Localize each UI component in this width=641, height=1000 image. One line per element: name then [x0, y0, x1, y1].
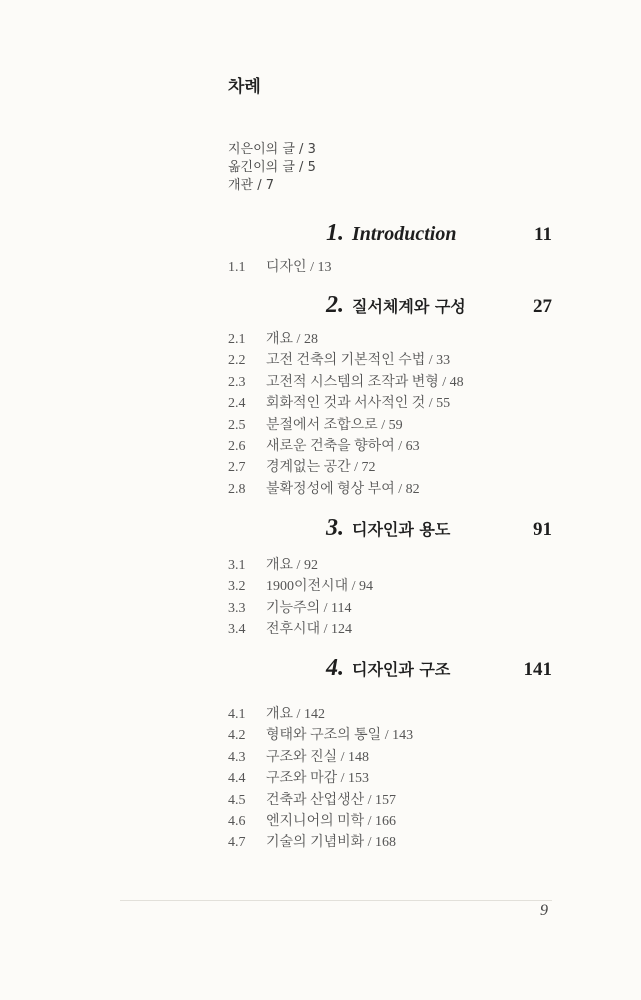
- section-text: 회화적인 것과 서사적인 것 / 55: [266, 396, 451, 412]
- section-number: 2.8: [228, 481, 246, 497]
- section-entry: [228, 747, 369, 768]
- section-text: 분절에서 조합으로 / 59: [266, 417, 403, 433]
- section-text: 디자인 / 13: [266, 260, 332, 275]
- chapter-heading: [326, 220, 552, 247]
- front-matter-entry: 개관 / 7: [228, 178, 275, 193]
- chapter-title: Introduction: [352, 223, 457, 245]
- section-entry: [228, 436, 420, 457]
- section-text: 구조와 마감 / 153: [266, 771, 370, 787]
- chapter-title: 질서체계와 구성: [352, 297, 466, 316]
- section-number: 1.1: [228, 260, 246, 275]
- section-number: 3.3: [228, 600, 246, 616]
- chapter-number: 3.: [326, 515, 344, 541]
- chapter-page: 141: [523, 659, 552, 680]
- section-entry: [228, 393, 450, 414]
- section-entry: [228, 704, 325, 725]
- chapter-title: 디자인과 구조: [352, 660, 451, 679]
- footer-rule: [120, 900, 552, 901]
- section-entry: [228, 790, 396, 811]
- section-number: 4.1: [228, 707, 246, 722]
- section-number: 3.4: [228, 622, 246, 638]
- section-text: 건축과 산업생산 / 157: [266, 792, 397, 808]
- section-number: 2.2: [228, 353, 246, 369]
- chapter-title: 디자인과 용도: [352, 520, 451, 539]
- chapter-heading: [326, 515, 552, 542]
- front-matter-entry: 지은이의 글 / 3: [228, 142, 316, 157]
- front-matter-entry: 옮긴이의 글 / 5: [228, 160, 316, 175]
- section-entry: [228, 257, 331, 278]
- section-entry: [228, 350, 450, 371]
- section-number: 4.5: [228, 792, 246, 808]
- section-text: 기능주의 / 114: [266, 600, 352, 616]
- chapter-number: 2.: [326, 292, 344, 318]
- section-entry: [228, 832, 396, 853]
- section-number: 2.5: [228, 417, 246, 433]
- section-number: 3.2: [228, 579, 246, 595]
- section-entry: [228, 598, 351, 619]
- section-number: 2.4: [228, 396, 246, 412]
- section-number: 2.7: [228, 460, 246, 476]
- section-entry: [228, 619, 352, 640]
- section-entry: [228, 372, 464, 393]
- section-number: 4.7: [228, 835, 246, 851]
- section-number: 4.2: [228, 728, 246, 744]
- section-entry: [228, 725, 413, 746]
- section-number: 3.1: [228, 558, 246, 573]
- chapter-page: 27: [533, 296, 552, 317]
- section-entry: [228, 555, 318, 576]
- section-entry: [228, 811, 396, 832]
- chapter-number: 4.: [326, 655, 344, 681]
- section-number: 4.4: [228, 771, 246, 787]
- section-text: 고전적 시스템의 조작과 변형 / 48: [266, 374, 464, 390]
- section-text: 경계없는 공간 / 72: [266, 460, 376, 476]
- section-number: 4.6: [228, 814, 246, 829]
- section-entry: [228, 768, 369, 789]
- section-number: 2.1: [228, 332, 246, 347]
- section-text: 1900이전시대 / 94: [266, 579, 373, 595]
- section-text: 전후시대 / 124: [266, 622, 352, 638]
- section-entry: [228, 457, 376, 478]
- section-text: 고전 건축의 기본적인 수법 / 33: [266, 353, 451, 369]
- toc-title: 차례: [228, 77, 261, 97]
- chapter-page: 11: [534, 224, 552, 245]
- chapter-page: 91: [533, 519, 552, 540]
- section-text: 불확정성에 형상 부여 / 82: [266, 481, 420, 497]
- section-number: 2.6: [228, 439, 246, 454]
- chapter-heading: [326, 655, 552, 682]
- section-entry: [228, 329, 318, 350]
- chapter-heading: [326, 292, 552, 319]
- section-entry: [228, 576, 373, 597]
- section-text: 구조와 진실 / 148: [266, 749, 370, 765]
- section-number: 2.3: [228, 374, 246, 390]
- section-text: 형태와 구조의 통일 / 143: [266, 728, 414, 744]
- section-text: 기술의 기념비화 / 168: [266, 835, 397, 851]
- section-text: 엔지니어의 미학 / 166: [266, 814, 397, 829]
- section-text: 개요 / 28: [266, 332, 318, 347]
- section-entry: [228, 415, 403, 436]
- chapter-number: 1.: [326, 220, 344, 246]
- section-text: 개요 / 142: [266, 707, 325, 722]
- section-entry: [228, 479, 420, 500]
- section-number: 4.3: [228, 749, 246, 765]
- page-number: 9: [540, 902, 548, 919]
- section-text: 개요 / 92: [266, 558, 318, 573]
- section-text: 새로운 건축을 향하여 / 63: [266, 439, 420, 454]
